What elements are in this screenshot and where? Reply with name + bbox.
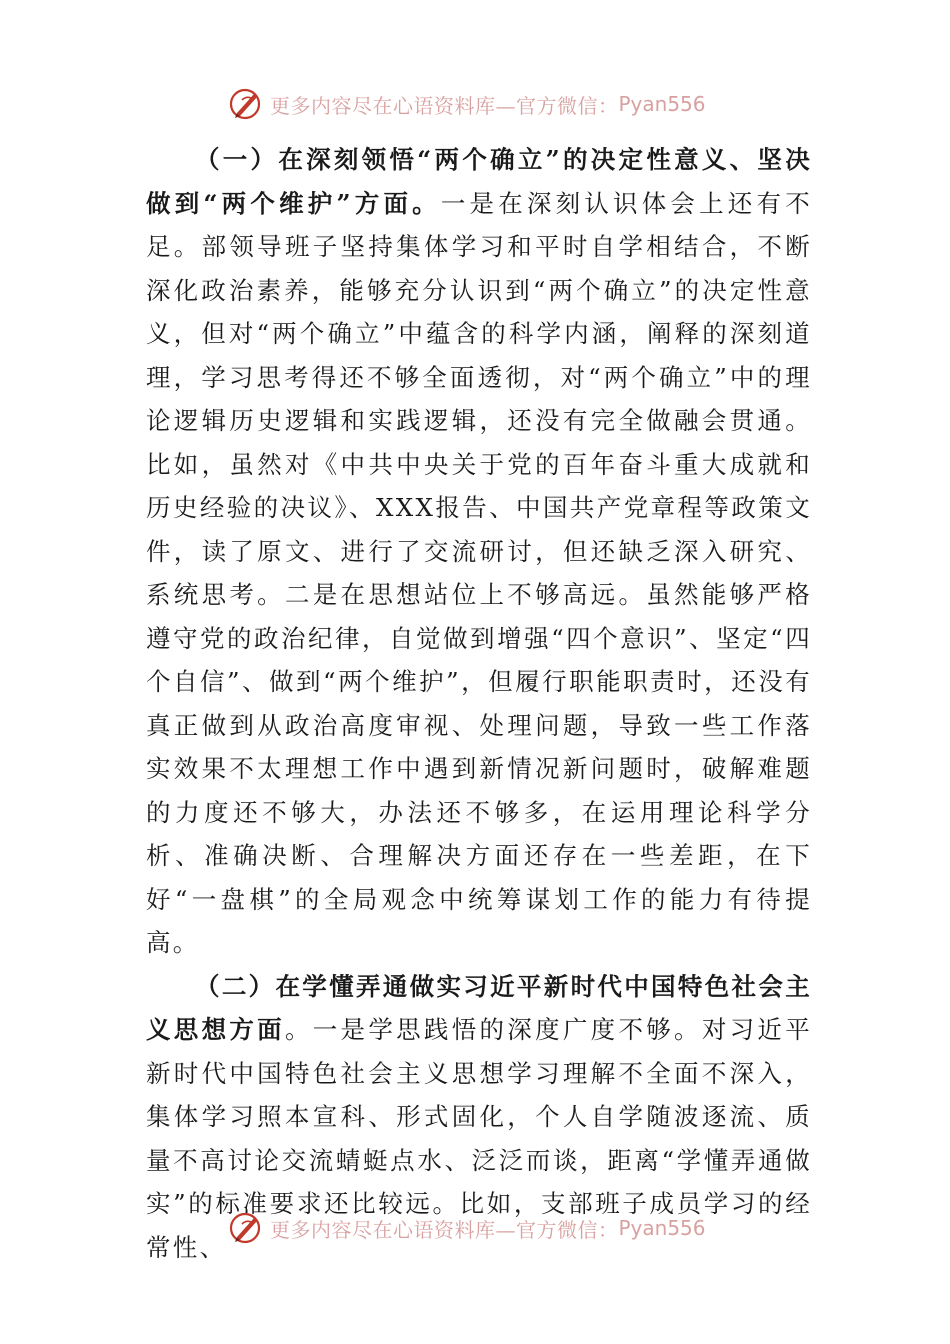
- header-banner: [228, 84, 728, 124]
- footer-banner: [228, 1208, 728, 1248]
- header-banner-code: Pyan556: [618, 92, 706, 116]
- paragraph-1: [146, 138, 812, 965]
- footer-banner-code: Pyan556: [618, 1216, 706, 1240]
- paragraph-1-heading: （一）在深刻领悟“两个确立”的决定性意义、坚决做到“两个维护”方面。: [146, 145, 812, 218]
- footer-banner-text: 更多内容尽在心语资料库—官方微信：: [270, 1217, 619, 1242]
- pen-logo-icon: [228, 86, 264, 122]
- paragraph-2-heading: （二）在学懂弄通做实习近平新时代中国特色社会主义思想方面: [146, 971, 812, 1044]
- paragraph-1-body: 一是在深刻认识体会上还有不足。部领导班子坚持集体学习和平时自学相结合，不断深化政治素养，能够充分认识到“两个确立”的决定性意义，但对“两个确立”中蕴含的科学内涵，阐释的深刻道理，学习思考得还不够全面透彻，对“两个确立”中的理论逻辑历史逻辑和实践逻辑，还没有完全做融会贯通。比如，虽然对《中共中央关于党的百年奋斗重大成就和历史经验的决议》、XXX报告、中国共产党章程等政策文件，读了原文、进行了交流研讨，但还缺乏深入研究、系统思考。二是在思想站位上不够高远。虽然能够严格遵守党的政治纪律，自觉做到增强“四个意识”、坚定“四个自信”、做到“两个维护”，但履行职能职责时，还没有真正做到从政治高度审视、处理问题，导致一些工作落实效果不太理想工作中遇到新情况新问题时，破解难题的力度还不够大，办法还不够多，在运用理论科学分析、准确决断、合理解决方面还存在一些差距，在下好“一盘棋”的全局观念中统筹谋划工作的能力有待提高。: [146, 188, 812, 957]
- paragraph-2-body: 。一是学思践悟的深度广度不够。对习近平新时代中国特色社会主义思想学习理解不全面不深入，集体学习照本宣科、形式固化，个人自学随波逐流、质量不高讨论交流蜻蜓点水、泛泛而谈，距离“学懂弄通做实”的标准要求还比较远。比如，支部班子成员学习的经常性、: [146, 1015, 813, 1262]
- header-banner-text: 更多内容尽在心语资料库—官方微信：: [270, 93, 619, 118]
- pen-logo-icon: [228, 1210, 264, 1246]
- document-body: [146, 138, 812, 1269]
